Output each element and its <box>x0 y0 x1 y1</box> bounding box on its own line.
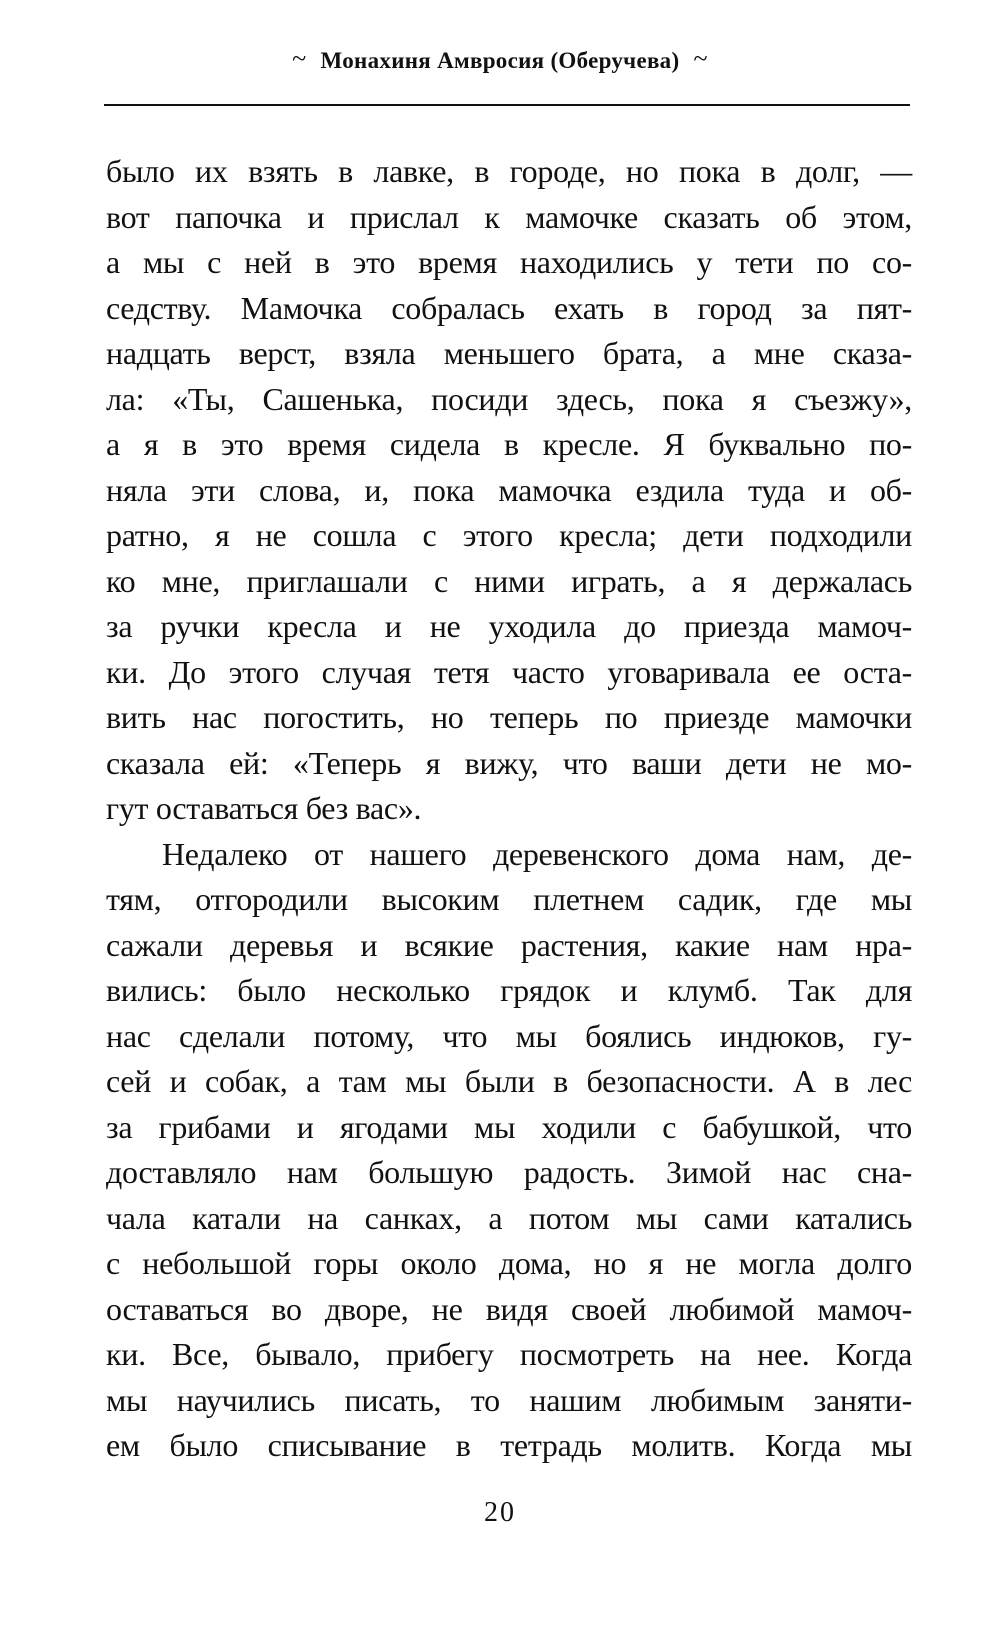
text-line: надцать верст, взяла меньшего брата, а мне сказа- <box>106 335 912 371</box>
text-line: вились: было несколько грядок и клумб. Так для <box>106 972 912 1008</box>
text-line: ратно, я не сошла с этого кресла; дети подходили <box>106 517 912 553</box>
text-line: с небольшой горы около дома, но я не могла долго <box>106 1245 912 1281</box>
text-line: а я в это время сидела в кресле. Я буквально по- <box>106 426 912 462</box>
header-rule <box>104 104 910 106</box>
text-line: седству. Мамочка собралась ехать в город за пят- <box>106 289 912 326</box>
text-line: вить нас погостить, но теперь по приезде мамочки <box>106 699 912 735</box>
text-line: ем было списывание в тетрадь молитв. Когда мы <box>106 1427 912 1463</box>
text-line: тям, отгородили высоким плетнем садик, где мы <box>106 881 912 917</box>
text-line: чала катали на санках, а потом мы сами катались <box>106 1199 912 1236</box>
text-line: сказала ей: «Теперь я вижу, что ваши дети не мо- <box>106 744 912 781</box>
text-line: а мы с ней в это время находились у тети по со- <box>106 244 912 280</box>
text-line: нас сделали потому, что мы боялись индюков, гу- <box>106 1017 912 1054</box>
text-line: ки. Все, бывало, прибегу посмотреть на нее. Когда <box>106 1336 912 1372</box>
text-line: оставаться во дворе, не видя своей любимой мамоч- <box>106 1290 912 1327</box>
text-line: сей и собак, а там мы были в безопасности. А в лес <box>106 1063 912 1099</box>
running-head-title: Монахиня Амвросия (Оберучева) <box>320 48 680 73</box>
text-line: за ручки кресла и не уходила до приезда мамоч- <box>106 608 912 644</box>
text-line: за грибами и ягодами мы ходили с бабушкой, что <box>106 1108 912 1145</box>
ornament-left-icon: ~ <box>292 44 307 73</box>
running-head <box>0 44 1000 74</box>
body-text <box>106 149 912 1469</box>
text-line: ко мне, приглашали с ними играть, а я держалась <box>106 562 912 599</box>
page-number: 20 <box>484 1497 516 1528</box>
paragraph-first-line: Недалеко от нашего деревенского дома нам, де- <box>162 835 912 872</box>
text-line: сажали деревья и всякие растения, какие нам нра- <box>106 926 912 963</box>
text-line: мы научились писать, то нашим любимым заняти- <box>106 1381 912 1418</box>
text-line: няла эти слова, и, пока мамочка ездила туда и об- <box>106 471 912 508</box>
text-line: ла: «Ты, Сашенька, посиди здесь, пока я съезжу», <box>106 380 912 417</box>
text-line: ки. До этого случая тетя часто уговаривала ее оста- <box>106 653 912 690</box>
text-line: было их взять в лавке, в городе, но пока в долг, — <box>106 153 912 189</box>
text-line: доставляло нам большую радость. Зимой нас сна- <box>106 1154 912 1190</box>
ornament-right-icon: ~ <box>693 44 708 73</box>
paragraph-last-line: гут оставаться без вас». <box>106 790 422 826</box>
text-line: вот папочка и прислал к мамочке сказать об этом, <box>106 198 912 235</box>
